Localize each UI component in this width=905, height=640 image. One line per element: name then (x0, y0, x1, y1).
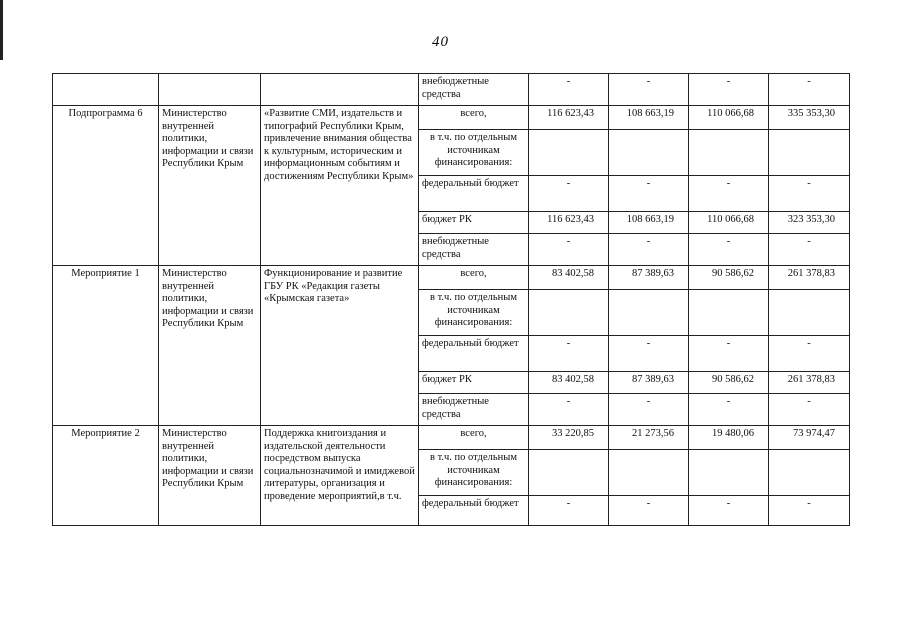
value-cell: 73 974,47 (769, 426, 850, 450)
empty-cell (261, 74, 419, 106)
scan-edge-mark (0, 0, 3, 60)
value-cell: - (609, 336, 689, 372)
value-cell: 83 402,58 (529, 266, 609, 290)
value-cell: - (609, 496, 689, 526)
source-cell: в т.ч. по отдельным источникам финансирования: (419, 290, 529, 336)
value-cell: 108 663,19 (609, 212, 689, 234)
source-cell: бюджет РК (419, 212, 529, 234)
value-cell: - (769, 336, 850, 372)
value-cell: - (529, 74, 609, 106)
source-cell: федеральный бюджет (419, 176, 529, 212)
value-cell: - (609, 74, 689, 106)
value-cell (769, 130, 850, 176)
program-name-cell: Функционирование и развитие ГБУ РК «Редакция газеты «Крымская газета» (261, 266, 419, 426)
value-cell (529, 450, 609, 496)
value-cell: - (689, 394, 769, 426)
value-cell: 90 586,62 (689, 266, 769, 290)
table-row (53, 266, 850, 290)
value-cell: 261 378,83 (769, 372, 850, 394)
value-cell: - (529, 234, 609, 266)
value-cell: 110 066,68 (689, 106, 769, 130)
row-label-cell: Мероприятие 1 (53, 266, 159, 426)
value-cell: - (769, 234, 850, 266)
value-cell: - (609, 394, 689, 426)
value-cell: - (529, 336, 609, 372)
value-cell (529, 290, 609, 336)
responsible-cell: Министерство внутренней политики, информации и связи Республики Крым (159, 426, 261, 526)
empty-cell (159, 74, 261, 106)
value-cell (609, 290, 689, 336)
source-cell: внебюджетные средства (419, 74, 529, 106)
value-cell: 83 402,58 (529, 372, 609, 394)
value-cell: - (529, 176, 609, 212)
value-cell: 108 663,19 (609, 106, 689, 130)
value-cell: 335 353,30 (769, 106, 850, 130)
value-cell: - (769, 176, 850, 212)
value-cell: 116 623,43 (529, 106, 609, 130)
value-cell (609, 450, 689, 496)
source-cell: федеральный бюджет (419, 336, 529, 372)
row-label-cell: Мероприятие 2 (53, 426, 159, 526)
value-cell: - (609, 176, 689, 212)
source-cell: в т.ч. по отдельным источникам финансирования: (419, 450, 529, 496)
source-cell: внебюджетные средства (419, 394, 529, 426)
responsible-cell: Министерство внутренней политики, информации и связи Республики Крым (159, 266, 261, 426)
program-name-cell: «Развитие СМИ, издательств и типографий Республики Крым, привлечение внимания общества к культурным, историческим и информационным событиям и достижениям Республики Крым» (261, 106, 419, 266)
value-cell: 110 066,68 (689, 212, 769, 234)
value-cell (769, 290, 850, 336)
value-cell: 87 389,63 (609, 266, 689, 290)
empty-cell (53, 74, 159, 106)
source-cell: всего, (419, 426, 529, 450)
value-cell: 19 480,06 (689, 426, 769, 450)
budget-table-body (53, 74, 850, 526)
source-cell: федеральный бюджет (419, 496, 529, 526)
value-cell: 261 378,83 (769, 266, 850, 290)
source-cell: бюджет РК (419, 372, 529, 394)
source-cell: всего, (419, 106, 529, 130)
value-cell: - (689, 74, 769, 106)
page-number: 40 (432, 34, 449, 50)
value-cell: - (689, 336, 769, 372)
value-cell: - (529, 496, 609, 526)
value-cell: - (769, 394, 850, 426)
table-row (53, 426, 850, 450)
value-cell: 87 389,63 (609, 372, 689, 394)
value-cell (689, 130, 769, 176)
value-cell (769, 450, 850, 496)
source-cell: внебюджетные средства (419, 234, 529, 266)
value-cell: 90 586,62 (689, 372, 769, 394)
value-cell: - (689, 496, 769, 526)
row-label-cell: Подпрограмма 6 (53, 106, 159, 266)
value-cell: 33 220,85 (529, 426, 609, 450)
table-row (53, 106, 850, 130)
table-row (53, 74, 850, 106)
value-cell: - (769, 496, 850, 526)
source-cell: в т.ч. по отдельным источникам финансирования: (419, 130, 529, 176)
value-cell: 21 273,56 (609, 426, 689, 450)
value-cell: - (689, 176, 769, 212)
value-cell (529, 130, 609, 176)
value-cell: 323 353,30 (769, 212, 850, 234)
value-cell (689, 450, 769, 496)
value-cell: 116 623,43 (529, 212, 609, 234)
value-cell: - (529, 394, 609, 426)
value-cell (689, 290, 769, 336)
program-name-cell: Поддержка книгоиздания и издательской деятельности посредством выпуска социальнозначимой и имиджевой литературы, организация и проведение мероприятий,в т.ч. (261, 426, 419, 526)
value-cell (609, 130, 689, 176)
value-cell: - (689, 234, 769, 266)
responsible-cell: Министерство внутренней политики, информации и связи Республики Крым (159, 106, 261, 266)
value-cell: - (769, 74, 850, 106)
value-cell: - (609, 234, 689, 266)
source-cell: всего, (419, 266, 529, 290)
budget-table (52, 73, 850, 526)
